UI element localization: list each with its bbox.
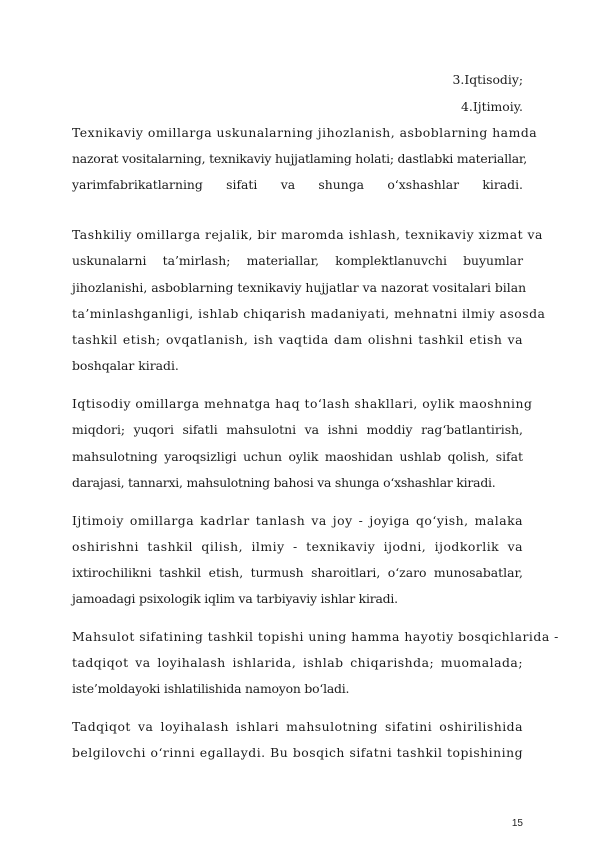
paragraph-organizational-line-3: jihozlanishi, asboblarning texnikaviy hujjatlar va nazorat vositalari bilan bbox=[72, 280, 527, 295]
page-number: 15 bbox=[511, 818, 523, 829]
paragraph-organizational-line-5: tashkil etish; ovqatlanish, ish vaqtida dam olishni tashkil etish va bbox=[72, 332, 523, 347]
paragraph-economic-line-3: mahsulotning yaroqsizligi uchun oylik maoshidan ushlab qolish, sifat bbox=[72, 449, 523, 464]
paragraph-technical-line-2: nazorat vositalarning, texnikaviy hujjatlaming holati; dastlabki materiallar, bbox=[72, 151, 528, 166]
paragraph-product-quality-line-2: tadqiqot va loyihalash ishlarida, ishlab chiqarishda; muomalada; bbox=[72, 655, 523, 670]
list-item-economic: 3.Iqtisodiy; bbox=[452, 72, 523, 87]
paragraph-organizational-line-1: Tashkiliy omillarga rejalik, bir maromda ishlash, texnikaviy xizmat va bbox=[72, 227, 543, 242]
paragraph-social-line-1: Ijtimoiy omillarga kadrlar tanlash va joy - joyiga qo‘yish, malaka bbox=[72, 513, 523, 528]
paragraph-social-line-2: oshirishni tashkil qilish, ilmiy - texnikaviy ijodni, ijodkorlik va bbox=[72, 539, 523, 554]
paragraph-economic-line-1: Iqtisodiy omillarga mehnatga haq to‘lash shakllari, oylik maoshning bbox=[72, 396, 533, 411]
paragraph-organizational-line-2: uskunalarni ta’mirlash; materiallar, komplektlanuvchi buyumlar bbox=[72, 253, 523, 268]
document-page bbox=[72, 0, 559, 842]
paragraph-social-line-4: jamoadagi psixologik iqlim va tarbiyaviy ishlar kiradi. bbox=[72, 591, 398, 606]
paragraph-research-line-1: Tadqiqot va loyihalash ishlari mahsulotning sifatini oshirilishida bbox=[72, 719, 523, 734]
paragraph-product-quality-line-1: Mahsulot sifatining tashkil topishi uning hamma hayotiy bosqichlarida - bbox=[72, 629, 559, 644]
paragraph-economic-line-4: darajasi, tannarxi, mahsulotning bahosi va shunga o‘xshashlar kiradi. bbox=[72, 475, 496, 490]
list-item-social: 4.Ijtimoiy. bbox=[461, 99, 523, 114]
paragraph-economic-line-2: miqdori; yuqori sifatli mahsulotni va ishni moddiy rag‘batlantirish, bbox=[72, 422, 523, 437]
paragraph-social-line-3: ixtirochilikni tashkil etish, turmush sharoitlari, o‘zaro munosabatlar, bbox=[72, 565, 523, 580]
paragraph-research-line-2: belgilovchi o‘rinni egallaydi. Bu bosqich sifatni tashkil topishining bbox=[72, 745, 523, 760]
paragraph-product-quality-line-3: iste’moldayoki ishlatilishida namoyon bo‘ladi. bbox=[72, 681, 350, 696]
paragraph-organizational-line-6: boshqalar kiradi. bbox=[72, 358, 179, 373]
paragraph-organizational-line-4: ta’minlashganligi, ishlab chiqarish madaniyati, mehnatni ilmiy asosda bbox=[72, 306, 546, 321]
paragraph-technical-line-3: yarimfabrikatlarning sifati va shunga o‘xshashlar kiradi. bbox=[72, 177, 523, 192]
paragraph-technical-line-1: Texnikaviy omillarga uskunalarning jihozlanish, asboblarning hamda bbox=[72, 125, 538, 140]
